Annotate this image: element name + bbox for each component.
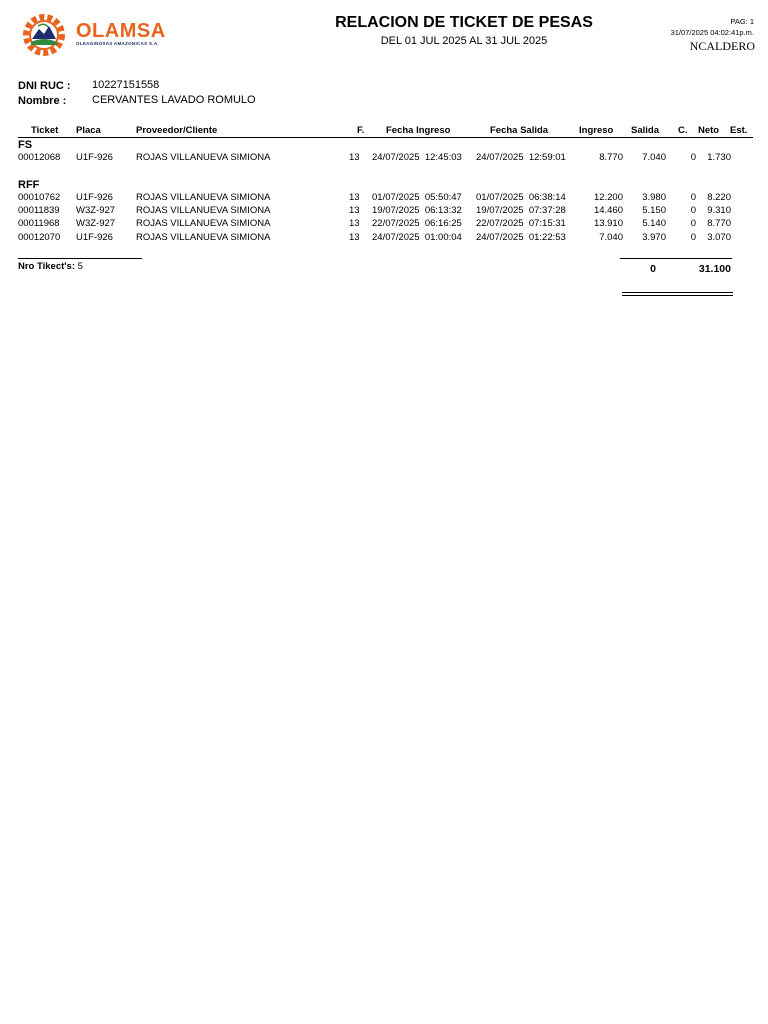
cell-fecha-ingreso: 24/07/2025 01:00:04 <box>372 232 462 243</box>
cell-f: 13 <box>349 218 360 229</box>
ticket-count-value: 5 <box>77 261 83 272</box>
col-ticket: Ticket <box>31 125 59 136</box>
col-fecha-ingreso: Fecha Ingreso <box>386 125 451 136</box>
col-f: F. <box>357 125 365 136</box>
cell-placa: W3Z-927 <box>76 205 116 216</box>
cell-fecha-salida: 22/07/2025 07:15:31 <box>476 218 566 229</box>
cell-ingreso: 12.200 <box>593 192 623 203</box>
cell-ticket: 00012068 <box>18 152 61 163</box>
report-period: DEL 01 JUL 2025 AL 31 JUL 2025 <box>380 35 548 47</box>
total-divider <box>620 258 732 259</box>
cell-neto: 8.770 <box>707 218 731 229</box>
group-label-fs: FS <box>18 139 33 151</box>
col-est: Est. <box>730 125 748 136</box>
col-ingreso: Ingreso <box>579 125 614 136</box>
ticket-count-label: Nro Tikect's: <box>18 261 75 272</box>
logo-gear-icon <box>26 17 62 53</box>
cell-ticket: 00011839 <box>18 205 60 216</box>
cell-fecha-salida: 01/07/2025 06:38:14 <box>476 192 566 203</box>
cell-c: 0 <box>690 232 696 243</box>
cell-placa: U1F-926 <box>76 152 113 163</box>
cell-salida: 3.980 <box>642 192 666 203</box>
cell-neto: 1.730 <box>707 152 731 163</box>
dni-value: 10227151558 <box>92 79 160 91</box>
col-fecha-salida: Fecha Salida <box>490 125 549 136</box>
cell-ingreso: 13.910 <box>593 218 623 229</box>
total-double-underline-top <box>622 292 733 293</box>
count-divider <box>18 258 142 259</box>
col-proveedor: Proveedor/Cliente <box>136 125 218 136</box>
cell-salida: 3.970 <box>642 232 666 243</box>
cell-neto: 3.070 <box>707 232 731 243</box>
col-c: C. <box>678 125 688 136</box>
cell-c: 0 <box>690 192 696 203</box>
cell-placa: U1F-926 <box>76 232 113 243</box>
cell-ticket: 00012070 <box>18 232 61 243</box>
total-double-underline-bottom <box>622 295 733 296</box>
cell-f: 13 <box>349 152 360 163</box>
cell-salida: 7.040 <box>642 152 666 163</box>
total-neto: 31.100 <box>698 263 731 275</box>
cell-salida: 5.150 <box>642 205 666 216</box>
cell-neto: 9.310 <box>707 205 731 216</box>
cell-salida: 5.140 <box>642 218 666 229</box>
col-salida: Salida <box>631 125 659 136</box>
cell-fecha-salida: 24/07/2025 01:22:53 <box>476 232 566 243</box>
cell-fecha-salida: 19/07/2025 07:37:28 <box>476 205 566 216</box>
user-name: NCALDERO <box>689 39 755 53</box>
col-neto: Neto <box>698 125 720 136</box>
cell-neto: 8.220 <box>707 192 731 203</box>
cell-fecha-ingreso: 24/07/2025 12:45:03 <box>372 152 462 163</box>
cell-placa: U1F-926 <box>76 192 113 203</box>
cell-proveedor: ROJAS VILLANUEVA SIMIONA <box>136 232 271 243</box>
cell-c: 0 <box>690 152 696 163</box>
name-label: Nombre : <box>18 95 67 107</box>
cell-ingreso: 8.770 <box>599 152 623 163</box>
total-c: 0 <box>650 263 656 275</box>
col-placa: Placa <box>76 125 101 136</box>
header-divider <box>18 137 753 138</box>
generated-timestamp: 31/07/2025 04:02:41p.m. <box>670 28 754 37</box>
cell-f: 13 <box>349 232 360 243</box>
group-label-rff: RFF <box>18 179 40 191</box>
cell-proveedor: ROJAS VILLANUEVA SIMIONA <box>136 205 271 216</box>
cell-c: 0 <box>690 218 696 229</box>
cell-ingreso: 7.040 <box>599 232 623 243</box>
cell-proveedor: ROJAS VILLANUEVA SIMIONA <box>136 218 271 229</box>
cell-placa: W3Z-927 <box>76 218 116 229</box>
report-title: RELACION DE TICKET DE PESAS <box>335 14 593 31</box>
cell-proveedor: ROJAS VILLANUEVA SIMIONA <box>136 152 271 163</box>
cell-fecha-ingreso: 01/07/2025 05:50:47 <box>372 192 462 203</box>
brand-subtitle: OLEAGINOSAS AMAZONICAS S.A. <box>76 41 159 46</box>
cell-c: 0 <box>690 205 696 216</box>
ticket-count <box>18 261 83 272</box>
cell-ticket: 00011968 <box>18 218 60 229</box>
dni-label: DNI RUC : <box>18 80 71 92</box>
cell-fecha-ingreso: 19/07/2025 06:13:32 <box>372 205 462 216</box>
cell-f: 13 <box>349 205 360 216</box>
name-value: CERVANTES LAVADO ROMULO <box>92 94 256 106</box>
brand-name: OLAMSA <box>76 20 166 42</box>
cell-f: 13 <box>349 192 360 203</box>
page-number: PAG: 1 <box>730 17 754 26</box>
cell-ticket: 00010762 <box>18 192 61 203</box>
cell-fecha-salida: 24/07/2025 12:59:01 <box>476 152 566 163</box>
cell-fecha-ingreso: 22/07/2025 06:16:25 <box>372 218 462 229</box>
cell-proveedor: ROJAS VILLANUEVA SIMIONA <box>136 192 271 203</box>
cell-ingreso: 14.460 <box>593 205 623 216</box>
